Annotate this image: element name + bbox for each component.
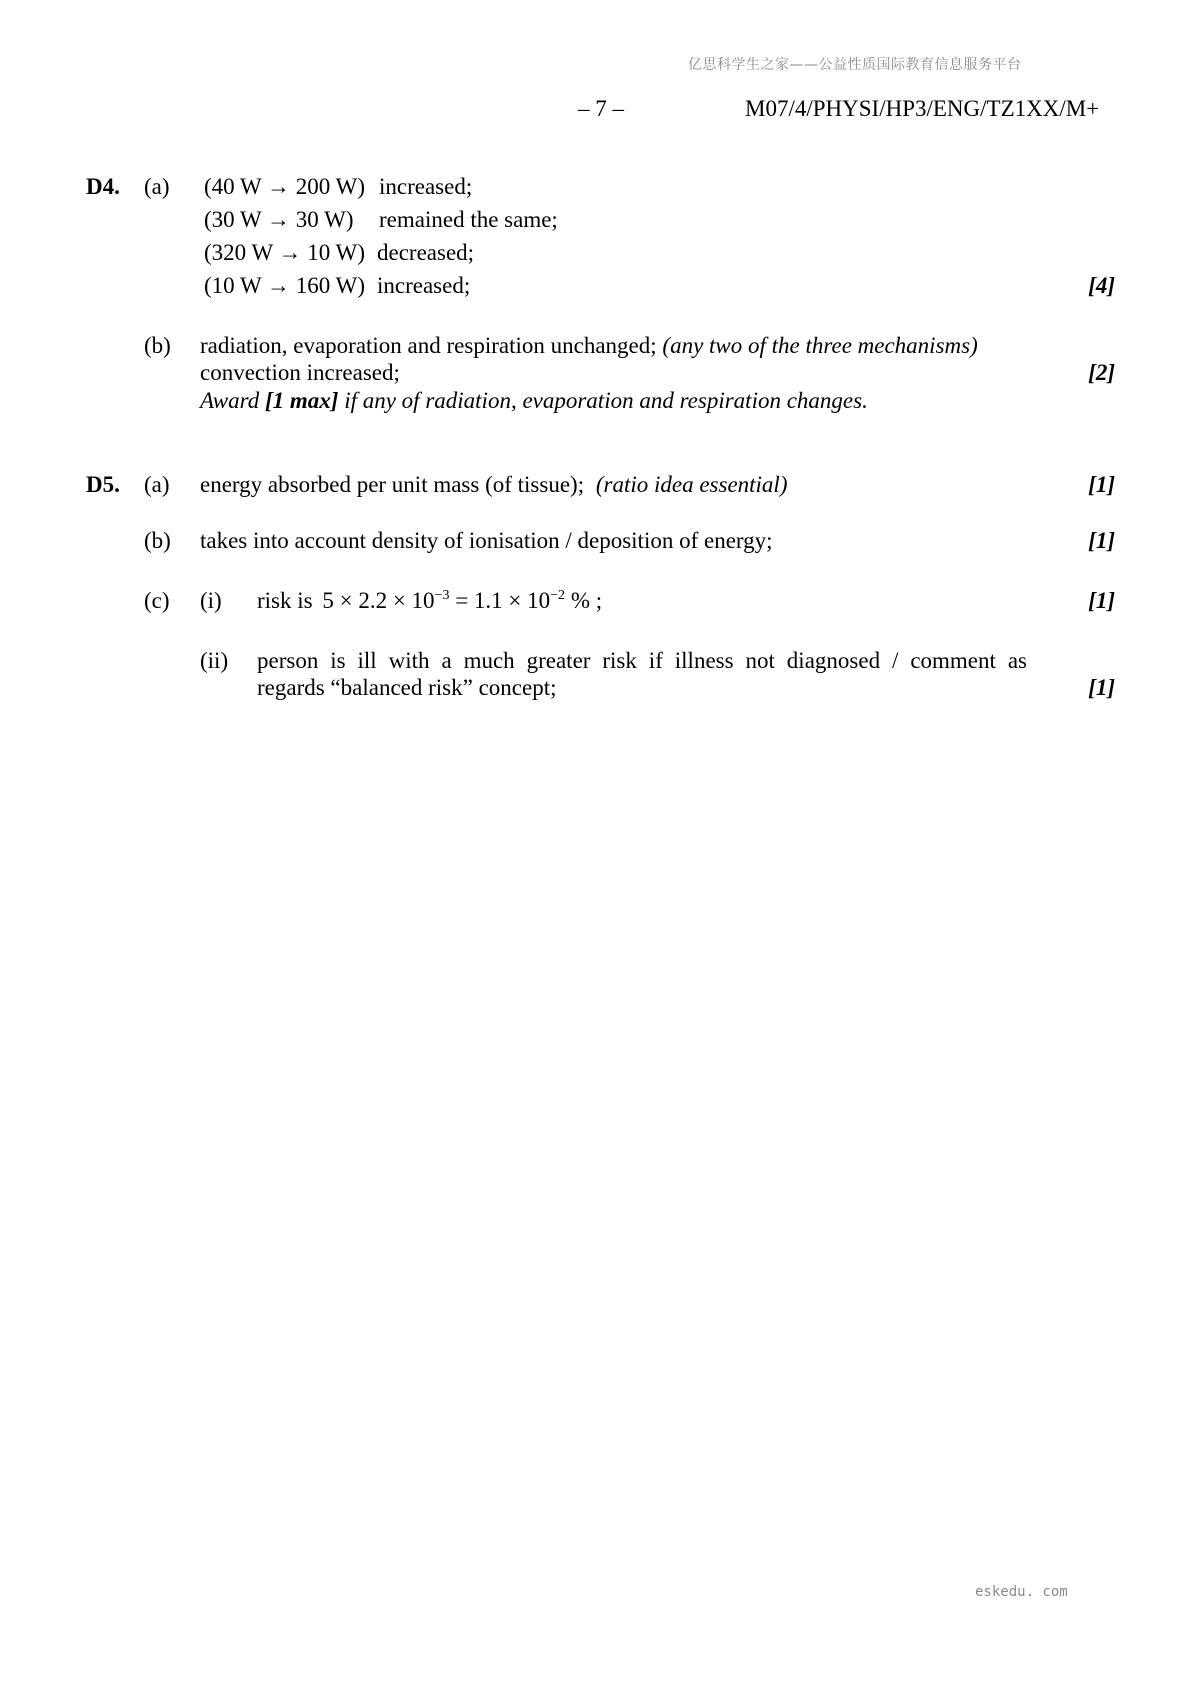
question-number-d4: D4.: [86, 174, 120, 199]
d5b-mark: [1]: [1088, 528, 1115, 553]
d5c-i-formula-a: 5 × 2.2 × 10: [322, 588, 435, 613]
d4a-line-3-expr: (320 W → 10 W): [204, 240, 365, 265]
d4a-line-1-expr: (40 W → 200 W): [204, 174, 365, 199]
d5a-line: [200, 472, 787, 498]
d4b-line-1-note: (any two of the three mechanisms): [662, 333, 978, 358]
document-reference: M07/4/PHYSI/HP3/ENG/TZ1XX/M+: [745, 96, 1100, 121]
question-number-d5: D5.: [86, 472, 120, 497]
d5c-i-mark: [1]: [1088, 588, 1115, 613]
d5c-i-formula-b: = 1.1 × 10: [455, 588, 551, 613]
page-number: – 7 –: [578, 96, 624, 121]
d4b-line-2: convection increased;: [200, 360, 400, 385]
d5c-i-exp-b: −2: [550, 588, 566, 603]
d5-part-a-label: (a): [144, 472, 170, 497]
d5c-ii-line-2: regards “balanced risk” concept;: [257, 675, 557, 700]
d5c-i-prefix: risk is: [257, 588, 313, 613]
d4-part-b-label: (b): [144, 333, 171, 358]
d4a-line-2-expr: (30 W → 30 W): [204, 207, 354, 232]
watermark-top: 亿思科学生之家——公益性质国际教育信息服务平台: [688, 57, 1022, 73]
d4a-line-4-expr: (10 W → 160 W): [204, 273, 365, 298]
d5a-text: energy absorbed per unit mass (of tissue);: [200, 472, 585, 497]
d5a-note: (ratio idea essential): [595, 472, 788, 497]
d4a-line-1-text: increased;: [379, 174, 473, 199]
d5c-i-label: (i): [200, 588, 222, 613]
d5a-mark: [1]: [1088, 472, 1115, 497]
d4a-line-3-text: decreased;: [377, 240, 475, 265]
d4b-award-line: [200, 388, 868, 414]
d4b-line-1-text: radiation, evaporation and respiration unchanged;: [200, 333, 657, 358]
d5c-ii-mark: [1]: [1088, 675, 1115, 700]
d4b-award-prefix: Award: [200, 388, 260, 413]
d4b-line-1: [200, 333, 978, 359]
d4a-mark: [4]: [1088, 273, 1115, 298]
d4a-line-4-text: increased;: [377, 273, 471, 298]
d4b-award-suffix: if any of radiation, evaporation and respiration changes.: [344, 388, 868, 413]
d5c-ii-label: (ii): [200, 648, 229, 673]
d5-part-c-label: (c): [144, 588, 170, 613]
watermark-bottom: eskedu. com: [975, 1584, 1068, 1600]
d4-part-a-label: (a): [144, 174, 170, 199]
d5-part-b-label: (b): [144, 528, 171, 553]
d4b-mark: [2]: [1088, 360, 1115, 385]
d4b-award-bold: [1 max]: [264, 388, 339, 413]
d5c-i-formula: [257, 588, 602, 614]
d5c-i-formula-c: % ;: [570, 588, 603, 613]
d5c-i-exp-a: −3: [434, 588, 450, 603]
d4a-line-2-text: remained the same;: [379, 207, 558, 232]
d5c-ii-line-1: person is ill with a much greater risk if illness not diagnosed / comment as: [257, 648, 1027, 673]
d5b-text: takes into account density of ionisation / deposition of energy;: [200, 528, 773, 553]
